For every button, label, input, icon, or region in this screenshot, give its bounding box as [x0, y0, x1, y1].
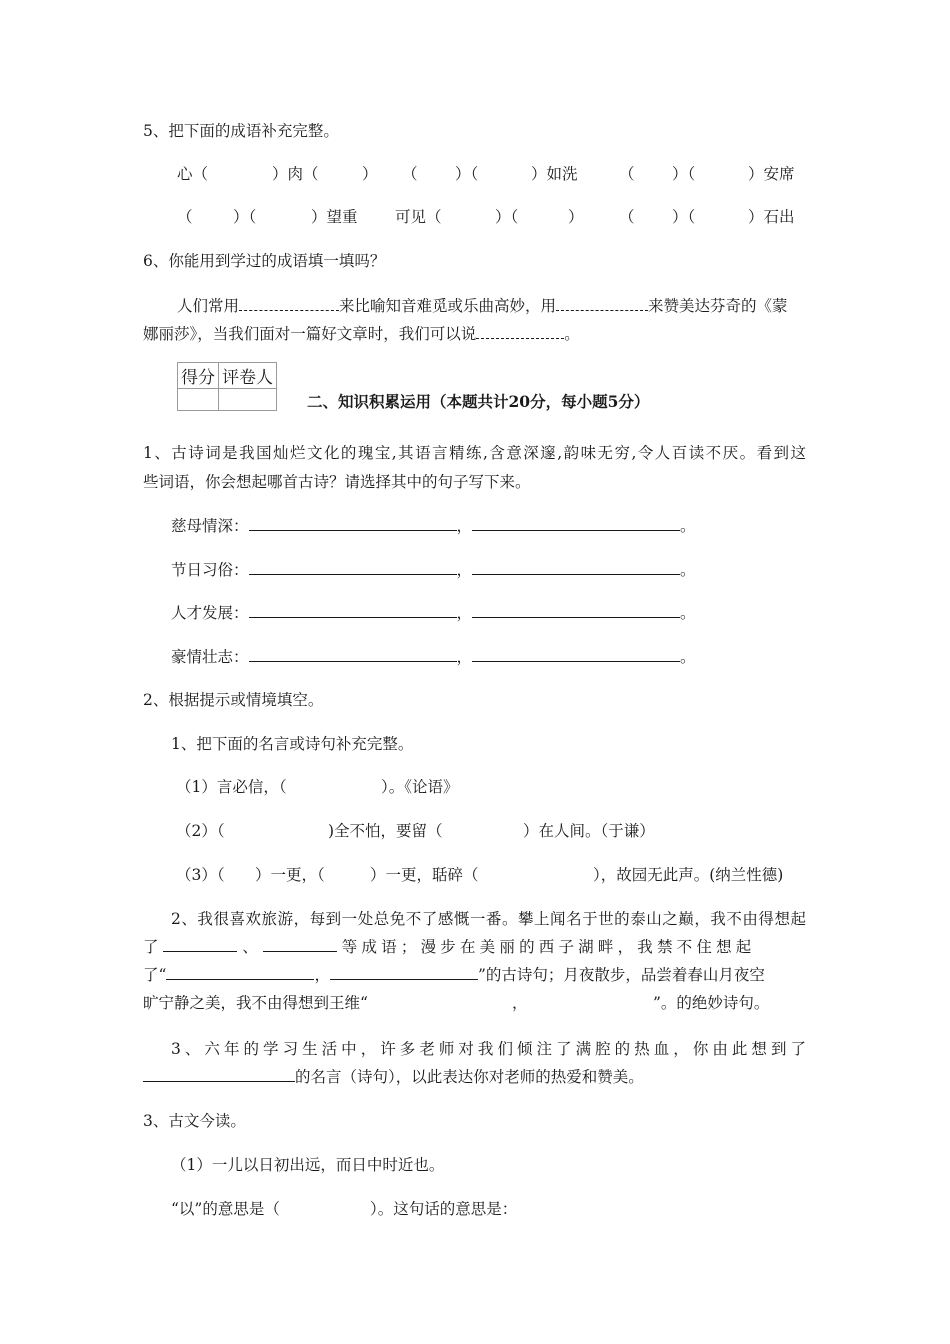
period: 。 — [680, 648, 696, 666]
poem-label: 人才发展： — [171, 604, 249, 622]
p2-text: 、 — [242, 938, 258, 956]
period: 。 — [680, 561, 696, 579]
answer-blank[interactable] — [556, 296, 648, 311]
quote-text: （2）（ — [176, 822, 225, 840]
grader-cell[interactable] — [219, 389, 277, 411]
idiom-blank-text: ）（ — [495, 208, 519, 226]
p2-text: 等成语；漫步在美丽的西子湖畔，我禁不住想起 — [341, 938, 756, 956]
answer-blank[interactable] — [263, 937, 337, 952]
answer-blank[interactable] — [472, 516, 680, 531]
period: 。 — [680, 517, 696, 535]
section-heading: 二、知识积累运用（本题共计20分，每小题5分） — [307, 392, 650, 411]
p2-text: ”。的绝妙诗句。 — [653, 994, 770, 1012]
q1-line1: 1、古诗词是我国灿烂文化的瑰宝,其语言精练,含意深邃,韵味无穷,令人百读不厌。看到这 — [143, 444, 806, 462]
quote-text: )全不怕，要留（ — [328, 822, 443, 840]
q6-line1 — [177, 296, 788, 316]
comma: ， — [456, 604, 473, 622]
poem-label: 节日习俗： — [171, 561, 249, 579]
period: 。 — [680, 604, 696, 622]
p2-line1: 2、我很喜欢旅游，每到一处总免不了感慨一番。攀上闻名于世的泰山之巅，我不由得想起 — [171, 910, 806, 928]
quote-text: ）在人间。（于谦） — [523, 822, 655, 840]
quote-text: ），故园无此声。(纳兰性德) — [593, 866, 784, 884]
answer-blank[interactable] — [472, 560, 680, 575]
idiom-blank-text: ） — [362, 165, 378, 183]
answer-blank[interactable] — [249, 560, 457, 575]
p2-text: 旷宁静之美，我不由得想到王维“ — [143, 994, 368, 1012]
quote-text: ）一更，聒碎（ — [370, 866, 479, 884]
idiom-blank-text: ）石出 — [748, 208, 795, 226]
idiom-blank-text: ）（ — [672, 165, 696, 183]
idiom-blank-text: （ — [177, 208, 193, 226]
p3-line1: 3、六年的学习生活中，许多老师对我们倾注了满腔的热血，你由此想到了 — [171, 1040, 806, 1058]
quote-text: ）。《论语》 — [381, 778, 459, 796]
q6-text: 。 — [564, 325, 580, 343]
answer-blank[interactable] — [330, 965, 478, 980]
p3-line2 — [143, 1067, 644, 1087]
p2-text: 了“ — [143, 966, 167, 984]
q5-title: 5、把下面的成语补充完整。 — [143, 122, 339, 140]
answer-blank[interactable] — [239, 296, 339, 311]
idiom-blank-text: ）（ — [233, 208, 257, 226]
q1-line2: 些词语，你会想起哪首古诗？请选择其中的句子写下来。 — [143, 473, 531, 491]
idiom-blank-text: ）（ — [672, 208, 696, 226]
answer-blank[interactable] — [143, 1067, 295, 1082]
poem-row — [171, 647, 696, 667]
q6-text: 来赞美达芬奇的《蒙 — [648, 297, 788, 315]
quote-text: （3）（ — [176, 866, 225, 884]
idiom-blank-text: 心（ — [177, 165, 209, 183]
idiom-blank-text: ）如洗 — [531, 165, 578, 183]
idiom-blank-text: ）（ — [455, 165, 479, 183]
idiom-blank-text: ）望重 — [311, 208, 358, 226]
grader-label: 评卷人 — [219, 363, 277, 389]
q6-text: 娜丽莎》，当我们面对一篇好文章时，我们可以说 — [143, 325, 477, 343]
idiom-blank-text: （ — [619, 208, 635, 226]
p2-text: ， — [314, 966, 330, 984]
score-cell[interactable] — [178, 389, 219, 411]
p2-line2 — [143, 937, 755, 957]
quote-text: （1）言必信，（ — [176, 778, 287, 796]
q6-title: 6、你能用到学过的成语填一填吗？ — [143, 252, 386, 270]
answer-blank[interactable] — [249, 647, 457, 662]
comma: ， — [456, 561, 473, 579]
poem-label: 慈母情深： — [171, 517, 249, 535]
poem-label: 豪情壮志： — [171, 648, 249, 666]
poem-row — [171, 516, 696, 536]
comma: ， — [456, 517, 473, 535]
p3-text: 的名言（诗句），以此表达你对老师的热爱和赞美。 — [295, 1068, 644, 1086]
answer-blank[interactable] — [472, 647, 680, 662]
q3-text: ）。这句话的意思是： — [370, 1200, 518, 1218]
idiom-blank-text: （ — [619, 165, 635, 183]
poem-row — [171, 603, 696, 623]
q3-text: “以”的意思是（ — [171, 1200, 280, 1218]
p2-text: 了 — [143, 938, 159, 956]
q3-sub1: （1）一儿以日初出远，而日中时近也。 — [171, 1156, 445, 1174]
q2-title: 2、根据提示或情境填空。 — [143, 691, 324, 709]
answer-blank[interactable] — [249, 516, 457, 531]
score-label: 得分 — [178, 363, 219, 389]
p2-text: ， — [512, 994, 528, 1012]
idiom-blank-text: ） — [568, 208, 584, 226]
answer-blank[interactable] — [166, 965, 314, 980]
idiom-blank-text: 可见（ — [395, 208, 442, 226]
idiom-blank-text: ）肉（ — [272, 165, 319, 183]
quote-text: ）一更，（ — [255, 866, 325, 884]
q6-text: 来比喻知音难觅或乐曲高妙，用 — [339, 297, 557, 315]
q3-title: 3、古文今读。 — [143, 1112, 246, 1130]
answer-blank[interactable] — [163, 937, 237, 952]
answer-blank[interactable] — [249, 603, 457, 618]
q6-text: 人们常用 — [177, 297, 240, 315]
answer-blank[interactable] — [472, 603, 680, 618]
comma: ， — [456, 648, 473, 666]
q2-sub1-title: 1、把下面的名言或诗句补充完整。 — [171, 735, 414, 753]
idiom-blank-text: （ — [402, 165, 418, 183]
answer-blank[interactable] — [476, 324, 564, 339]
p2-line3 — [143, 965, 765, 985]
p2-text: ”的古诗句；月夜散步，品尝着春山月夜空 — [477, 966, 765, 984]
score-box — [177, 362, 277, 411]
q6-line2 — [143, 324, 580, 344]
poem-row — [171, 560, 696, 580]
idiom-blank-text: ）安席 — [748, 165, 795, 183]
